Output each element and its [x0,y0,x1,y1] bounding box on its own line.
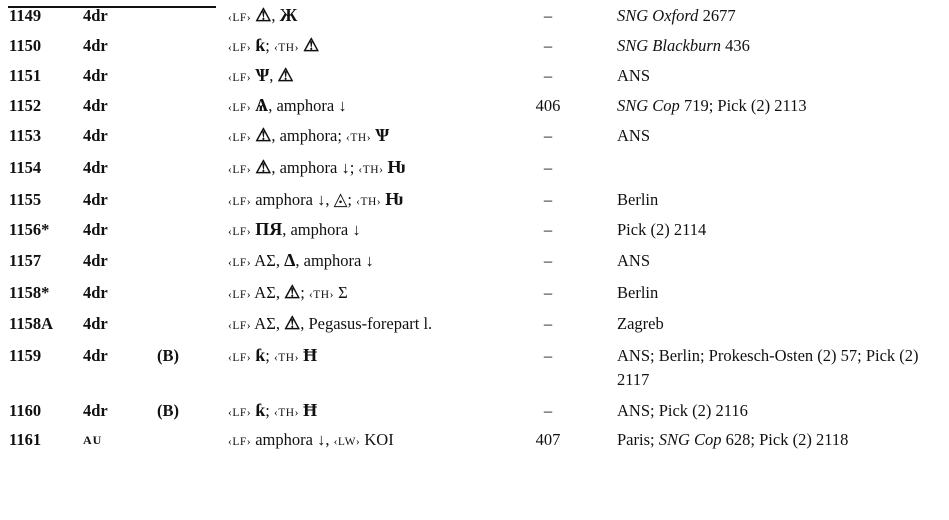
description [228,187,403,215]
description [228,280,348,308]
die-number: – [543,190,553,209]
monogram-ligature-icon: ПЯ [255,219,283,239]
die-number: – [543,314,553,333]
description-text: ; [265,346,274,365]
reference-title: SNG Cop [617,96,680,115]
description [228,398,317,426]
monogram-ligature-icon: Ħ [303,400,318,420]
references [617,93,943,118]
reference-text: ANS; Pick (2) 2116 [617,401,748,420]
group-label: (B) [157,401,179,420]
die-number: – [543,220,553,239]
references [617,155,943,156]
description-text: amphora ↓, [251,190,334,209]
table-row [0,398,949,424]
field-abbrev: ‹LF› [228,72,252,84]
field-abbrev: ‹LF› [228,196,252,208]
description-text: ; [265,401,274,420]
monogram-k-icon: ƙ [255,35,266,55]
denomination: 4dr [83,6,108,25]
field-abbrev: ‹TH› [358,164,384,176]
field-abbrev: ‹LF› [228,257,252,269]
monogram-k-icon: ƙ [255,400,266,420]
field-abbrev: ‹LF› [228,12,252,24]
denomination: 4dr [83,401,108,420]
reference-text: Pick (2) 2114 [617,220,707,239]
description-text: , amphora ↓; [271,158,359,177]
reference-text: 2677 [698,6,736,25]
denomination: 4dr [83,96,108,115]
denomination: 4dr [83,346,108,365]
table-row [0,3,949,29]
catalog-number: 1150 [9,36,42,55]
description-text: amphora ↓, [251,430,334,449]
die-number: – [543,251,553,270]
description-text: ; [347,190,357,209]
monogram-h-icon: Ƕ [387,157,406,177]
table-row [0,343,949,395]
monogram-k-icon: ƙ [255,345,266,365]
description [228,217,361,245]
field-abbrev: ‹LF› [228,320,252,332]
denomination: 4dr [83,314,108,333]
denomination: 4dr [83,283,108,302]
table-row [0,63,949,89]
description-text: AΣ, [251,251,285,270]
die-number: 407 [535,430,561,449]
description [228,93,347,121]
reference-text: ANS [617,66,651,85]
reference-title: SNG Oxford [617,6,699,25]
description [228,427,394,455]
description-text: , amphora ↓ [295,251,374,270]
description-text: ; [265,36,274,55]
die-number: – [543,401,553,420]
die-number: – [543,283,553,302]
monogram-ligature-icon: Ħ [303,345,318,365]
description-text: , amphora ↓ [268,96,347,115]
description [228,33,319,61]
monogram-delta-icon: ⚠ [255,5,272,25]
field-abbrev: ‹TH› [346,132,372,144]
monogram-circle-delta-icon: ◬ [333,189,348,209]
catalog-number: 1149 [9,6,42,25]
field-abbrev: ‹LF› [228,407,252,419]
denomination: 4dr [83,158,108,177]
references [617,123,943,148]
field-abbrev: ‹TH› [356,196,382,208]
reference-text: 719; Pick (2) 2113 [679,96,807,115]
monogram-ligature-icon: Ѱ [255,65,270,85]
group-label: (B) [157,346,179,365]
reference-text: ANS; Berlin; Prokesch-Osten (2) 57; Pick (2) 2117 [617,346,919,389]
table-row [0,427,949,479]
references [617,343,943,392]
die-number: – [543,66,553,85]
field-abbrev: ‹LF› [228,289,252,301]
description-text: , [271,6,280,25]
description [228,63,294,91]
die-number: – [543,6,553,25]
description [228,248,374,276]
die-number: – [543,126,553,145]
table-row [0,187,949,213]
die-number: – [543,36,553,55]
references [617,248,943,273]
monogram-delta-icon: ⚠ [277,65,294,85]
table-row [0,248,949,274]
description-text: AΣ, [251,314,285,333]
monogram-delta-icon: ⚠ [284,313,301,333]
description-text: , amphora; [271,126,347,145]
denomination: AU [83,433,103,447]
denomination: 4dr [83,36,108,55]
catalog-number: 1158* [9,283,50,302]
reference-title: SNG Cop [658,430,722,449]
description [228,343,317,371]
denomination: 4dr [83,190,108,209]
field-abbrev: ‹LW› [333,436,361,448]
catalog-number: 1152 [9,96,42,115]
references [617,398,943,423]
monogram-delta-icon: Δ [284,250,296,270]
denomination: 4dr [83,220,108,239]
description-text: , Pegasus-forepart l. [300,314,433,333]
catalog-number: 1158A [9,314,54,333]
reference-text: Paris; [617,430,659,449]
references [617,217,943,242]
reference-text: ANS [617,251,651,270]
catalog-number: 1160 [9,401,42,420]
table-row [0,217,949,243]
references [617,3,943,28]
table-row [0,155,949,181]
description-text: AΣ, [251,283,285,302]
monogram-ligature-icon: Ж [279,5,298,25]
description-text: ; [300,283,309,302]
description-text: , [269,66,278,85]
description-text: , amphora ↓ [282,220,361,239]
references [617,33,943,58]
field-abbrev: ‹LF› [228,42,252,54]
references [617,311,943,336]
catalog-number: 1155 [9,190,42,209]
field-abbrev: ‹LF› [228,352,252,364]
die-number: – [543,346,553,365]
reference-text: Berlin [617,283,659,302]
references [617,63,943,88]
catalog-number: 1157 [9,251,42,270]
catalog-number: 1161 [9,430,42,449]
catalog-number: 1151 [9,66,42,85]
description-text: KOI [360,430,394,449]
field-abbrev: ‹TH› [273,352,299,364]
description [228,311,432,339]
field-abbrev: ‹LF› [228,226,252,238]
reference-title: SNG Blackburn [617,36,722,55]
field-abbrev: ‹LF› [228,436,252,448]
field-abbrev: ‹TH› [308,289,334,301]
die-number: 406 [535,96,561,115]
description [228,123,389,151]
table-row [0,280,949,306]
monogram-h-icon: Ƕ [385,189,403,209]
monogram-delta-icon: ⚠ [284,282,301,302]
references [617,187,943,212]
denomination: 4dr [83,66,108,85]
reference-text: 436 [721,36,750,55]
description [228,3,297,31]
table-row [0,123,949,149]
references [617,427,943,452]
catalog-number: 1153 [9,126,42,145]
die-number: – [543,158,553,177]
field-abbrev: ‹TH› [273,42,299,54]
monogram-ligature-icon: Ѱ [375,125,390,145]
catalog-number: 1154 [9,158,42,177]
reference-text: ANS [617,126,651,145]
table-row [0,93,949,119]
monogram-delta-icon: ⚠ [255,157,272,177]
denomination: 4dr [83,126,108,145]
field-abbrev: ‹LF› [228,102,252,114]
monogram-delta-icon: ⚠ [303,35,320,55]
reference-text: Zagreb [617,314,664,333]
description-text: Σ [333,283,348,302]
reference-text: 628; Pick (2) 2118 [721,430,849,449]
field-abbrev: ‹LF› [228,164,252,176]
references [617,280,943,305]
reference-text: Berlin [617,190,659,209]
catalog-number: 1156* [9,220,50,239]
monogram-ligature-icon: Ѧ [255,95,269,115]
description [228,155,405,183]
table-row [0,311,949,337]
denomination: 4dr [83,251,108,270]
monogram-delta-icon: ⚠ [255,125,272,145]
field-abbrev: ‹LF› [228,132,252,144]
field-abbrev: ‹TH› [273,407,299,419]
table-row [0,33,949,59]
catalog-number: 1159 [9,346,42,365]
